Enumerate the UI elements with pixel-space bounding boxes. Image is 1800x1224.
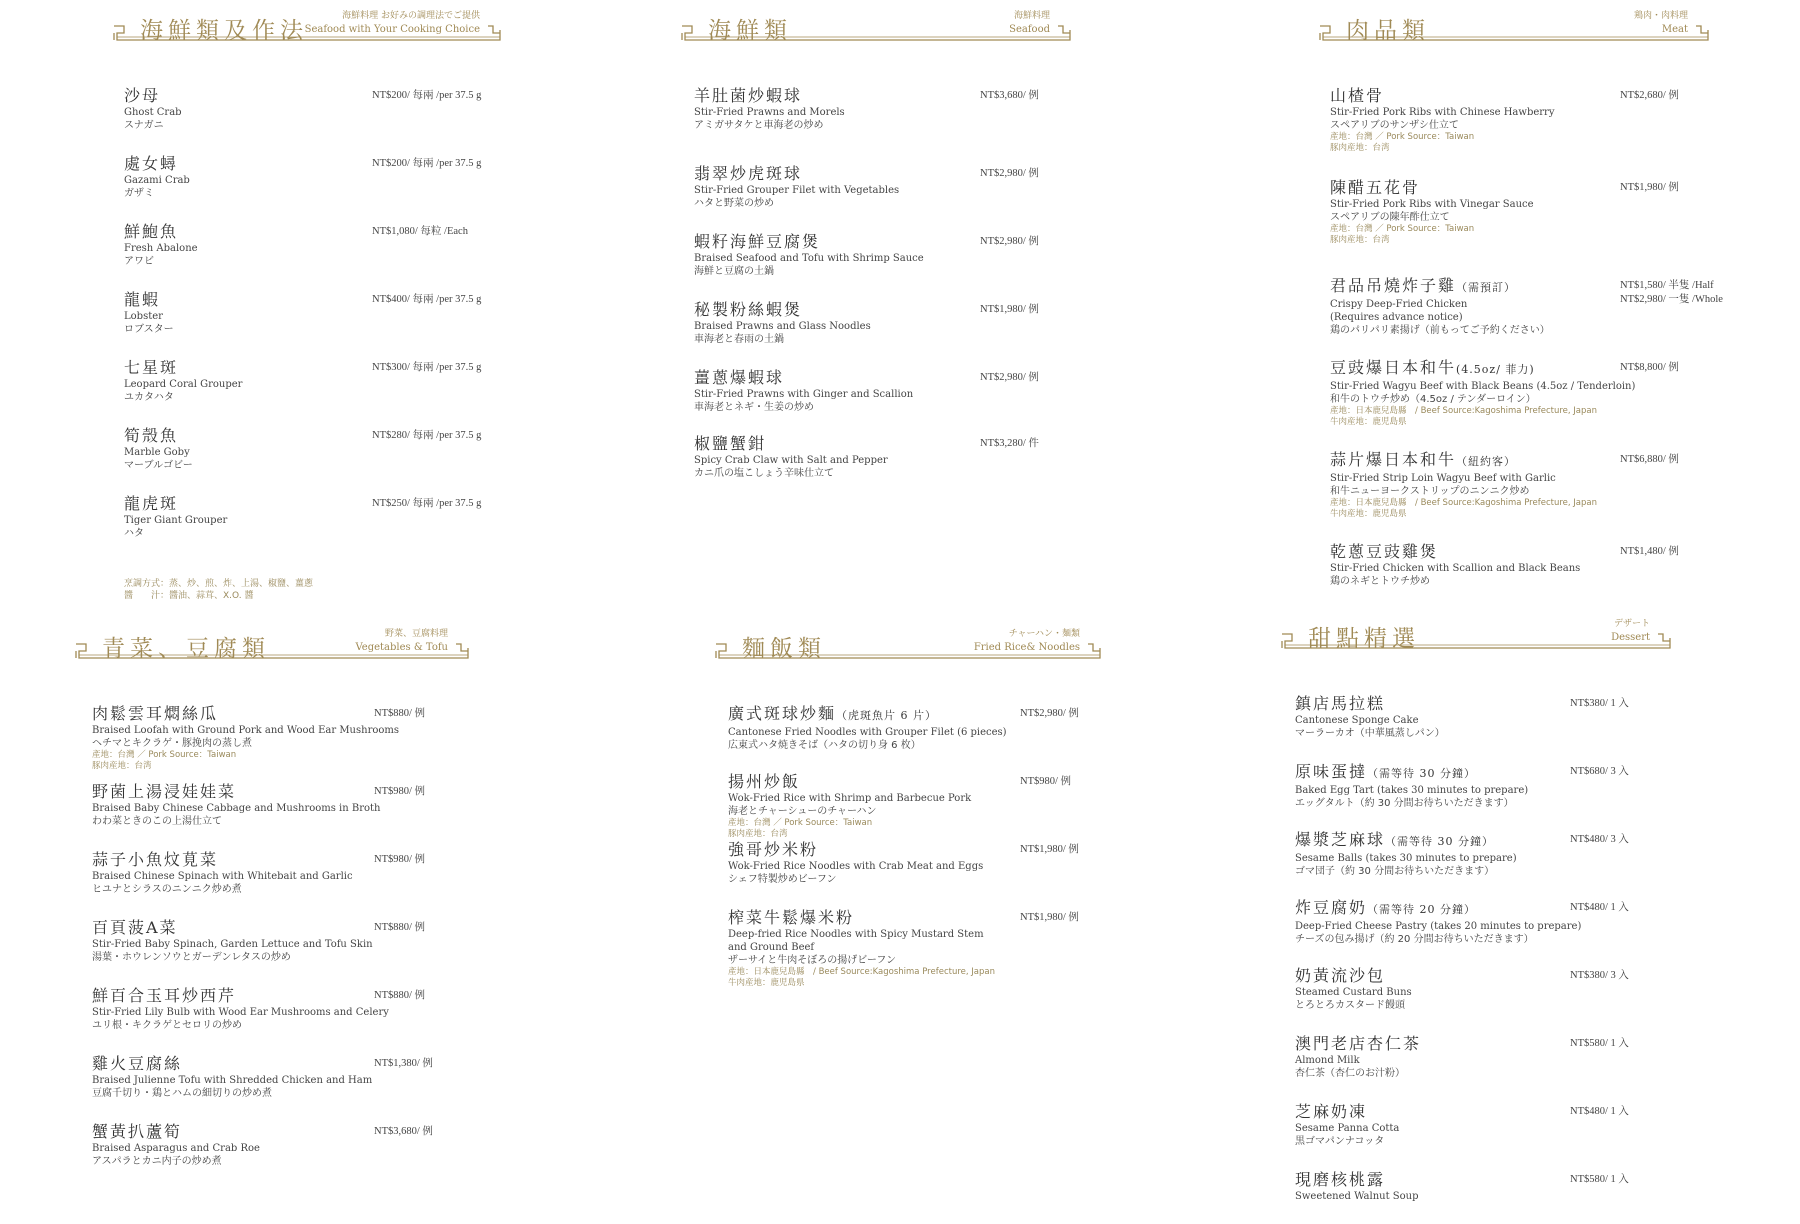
menu-item bbox=[728, 840, 1116, 886]
dish-price bbox=[1020, 775, 1071, 789]
dish-name-zh: 翡翠炒虎斑球 bbox=[694, 164, 803, 183]
dish-name-en: Tiger Giant Grouper bbox=[124, 515, 228, 526]
section-subtitle bbox=[1634, 10, 1688, 36]
dish-price-value: NT$980/ 例 bbox=[374, 786, 426, 797]
dish-price bbox=[374, 1057, 433, 1071]
dish-price bbox=[1570, 833, 1629, 847]
menu-item bbox=[124, 358, 514, 404]
dish-name-en: Leopard Coral Grouper bbox=[124, 379, 243, 390]
dish-name-zh: 榨菜牛鬆爆米粉 bbox=[728, 908, 855, 927]
dish-name-jp: ヒユナとシラスのニンニク炒め煮 bbox=[92, 884, 242, 895]
dish-name-en: Cantonese Fried Noodles with Grouper Filet (6 pieces) bbox=[728, 727, 1007, 738]
dish-origin-jp: 豚肉産地：台湾 bbox=[92, 761, 152, 771]
dish-name-jp: ユカタハタ bbox=[124, 392, 174, 403]
dish-price bbox=[1020, 843, 1079, 857]
dish-name-jp: 車海老と春雨の土鍋 bbox=[694, 334, 784, 345]
dish-price-value: NT$2,980/ 例 bbox=[980, 236, 1039, 247]
menu-item bbox=[1295, 830, 1687, 878]
dish-price-value: NT$400/ 每兩 /per 37.5 g bbox=[372, 294, 482, 305]
dish-price bbox=[1570, 969, 1629, 983]
dish-origin: 產地：台灣 ／ Pork Source：Taiwan bbox=[1330, 224, 1475, 234]
section-subtitle-line-2: Meat bbox=[1661, 24, 1688, 35]
section-header bbox=[74, 624, 470, 664]
dish-name-jp: 湯葉・ホウレンソウとガーデンレタスの炒め bbox=[92, 952, 291, 963]
menu-item bbox=[1295, 762, 1687, 810]
dish-name-en: Cantonese Sponge Cake bbox=[1295, 715, 1419, 726]
menu-item bbox=[1330, 358, 1722, 428]
dish-price-value: NT$2,680/ 例 bbox=[1620, 90, 1679, 101]
dish-price bbox=[1570, 697, 1629, 711]
menu-section-dessert bbox=[1280, 614, 1672, 1214]
menu-section-seafood bbox=[680, 6, 1072, 606]
dish-name-en: Braised Seafood and Tofu with Shrimp Sauce bbox=[694, 253, 924, 264]
dish-name-en: Deep-fried Rice Noodles with Spicy Mustard Stem bbox=[728, 929, 984, 940]
dish-name-en: Stir-Fried Strip Loin Wagyu Beef with Garlic bbox=[1330, 473, 1556, 484]
dish-price bbox=[1620, 453, 1679, 467]
dish-price bbox=[372, 429, 481, 443]
menu-item bbox=[124, 222, 514, 268]
dish-price bbox=[372, 293, 481, 307]
menu-item bbox=[92, 850, 488, 896]
dish-price bbox=[1570, 765, 1629, 779]
dish-price-value: NT$1,980/ 例 bbox=[1620, 182, 1679, 193]
menu-item bbox=[92, 704, 488, 772]
menu-item bbox=[728, 772, 1116, 840]
dish-note: (4.5oz/ 菲力) bbox=[1456, 363, 1535, 376]
dish-price-value: NT$480/ 1 入 bbox=[1570, 1106, 1629, 1117]
dish-name-jp: 黒ゴマパンナコッタ bbox=[1295, 1136, 1385, 1147]
dish-name-zh: 廣式斑球炒麵 bbox=[728, 704, 837, 723]
dish-name-en: Steamed Custard Buns bbox=[1295, 987, 1412, 998]
dish-name-en: Stir-Fried Baby Spinach, Garden Lettuce and Tofu Skin bbox=[92, 939, 373, 950]
dish-origin-jp: 豚肉産地：台湾 bbox=[1330, 143, 1390, 153]
dish-name-jp: とろとろカスタード饅頭 bbox=[1295, 1000, 1405, 1011]
menu-item bbox=[694, 164, 1086, 210]
dish-name-en: Wok-Fried Rice with Shrimp and Barbecue Pork bbox=[728, 793, 972, 804]
dish-name-zh: 椒鹽蟹鉗 bbox=[694, 434, 767, 453]
section-title: 青菜、豆腐類 bbox=[102, 636, 270, 662]
dish-price-value: NT$880/ 例 bbox=[374, 708, 426, 719]
dish-price bbox=[980, 437, 1039, 451]
section-title: 海鮮類 bbox=[708, 18, 792, 44]
dish-name-jp: ガザミ bbox=[124, 188, 154, 199]
dish-name-zh: 七星斑 bbox=[124, 358, 179, 377]
dish-price bbox=[1570, 1105, 1629, 1119]
dish-note: （需等待 20 分鐘） bbox=[1367, 903, 1477, 916]
dish-name-zh: 薑蔥爆蝦球 bbox=[694, 368, 785, 387]
dish-price-value: NT$2,980/ 例 bbox=[980, 168, 1039, 179]
dish-name-en: Baked Egg Tart (takes 30 minutes to prepare) bbox=[1295, 785, 1529, 796]
dish-name-jp: アミガサタケと車海老の炒め bbox=[694, 120, 824, 131]
dish-name-zh: 原味蛋撻 bbox=[1295, 762, 1368, 781]
dish-origin: 產地：日本鹿兒島縣 / Beef Source:Kagoshima Prefecture, Japan bbox=[1330, 498, 1597, 508]
dish-price-value: NT$580/ 1 入 bbox=[1570, 1174, 1629, 1185]
dish-note: （需預訂） bbox=[1456, 281, 1517, 294]
dish-price bbox=[980, 167, 1039, 181]
dish-price bbox=[372, 157, 481, 171]
section-subtitle-line-1: チャーハン・麺類 bbox=[1008, 629, 1080, 639]
dish-origin-jp: 牛肉産地：鹿児島県 bbox=[728, 978, 805, 988]
dish-name-jp: スペアリブのサンザシ仕立て bbox=[1330, 120, 1459, 131]
dish-name-jp: スナガニ bbox=[124, 120, 164, 131]
dish-name-en: Braised Prawns and Glass Noodles bbox=[694, 321, 871, 332]
dish-name-zh: 處女蟳 bbox=[124, 154, 179, 173]
dish-price bbox=[1570, 1037, 1629, 1051]
dish-name-jp: カニ爪の塩こしょう辛味仕立て bbox=[694, 468, 834, 479]
dish-price-value: NT$8,800/ 例 bbox=[1620, 362, 1679, 373]
dish-price bbox=[980, 303, 1039, 317]
dish-name bbox=[92, 986, 488, 1006]
section-subtitle bbox=[1009, 10, 1050, 36]
dish-name-zh: 蒜片爆日本和牛 bbox=[1330, 450, 1457, 469]
menu-item bbox=[1330, 276, 1722, 337]
dish-name-jp: 鶏のネギとトウチ炒め bbox=[1330, 576, 1430, 587]
dish-name-jp: シェフ特製炒めビーフン bbox=[728, 874, 837, 885]
menu-item bbox=[92, 782, 488, 828]
menu-section-vegetables-tofu bbox=[74, 624, 470, 1224]
dish-name-en: Gazami Crab bbox=[124, 175, 190, 186]
dish-name-en: Braised Loofah with Ground Pork and Wood Ear Mushrooms bbox=[92, 725, 400, 736]
menu-item bbox=[1295, 898, 1687, 946]
menu-item bbox=[728, 704, 1116, 752]
dish-price-value: NT$200/ 每兩 /per 37.5 g bbox=[372, 90, 482, 101]
dish-name-jp: チーズの包み揚げ（約 20 分間お待ちいただきます） bbox=[1295, 934, 1534, 945]
section-header bbox=[1280, 614, 1672, 654]
dish-name-jp: スペアリブの陳年酢仕立て bbox=[1330, 212, 1450, 223]
dish-name-jp: 鶏のパリパリ素揚げ（前もってご予約ください） bbox=[1330, 325, 1550, 336]
dish-name-en: Ghost Crab bbox=[124, 107, 182, 118]
dish-name-zh: 鎮店馬拉糕 bbox=[1295, 694, 1386, 713]
dish-price-value: NT$1,980/ 例 bbox=[1020, 912, 1079, 923]
dish-price-value: NT$380/ 1 入 bbox=[1570, 698, 1629, 709]
dish-name-zh: 揚州炒飯 bbox=[728, 772, 801, 791]
dish-name-zh: 百頁菠A菜 bbox=[92, 918, 178, 937]
dish-note: （需等待 30 分鐘） bbox=[1385, 835, 1495, 848]
dish-name-jp: ユリ根・キクラゲとセロリの炒め bbox=[92, 1020, 242, 1031]
dish-name-jp: ゴマ団子（約 30 分間お待ちいただきます） bbox=[1295, 866, 1495, 877]
dish-price-value-2: NT$2,980/ 一隻 /Whole bbox=[1620, 294, 1723, 305]
dish-name-jp: ハタ bbox=[124, 528, 144, 539]
dish-price bbox=[374, 989, 425, 1003]
section-subtitle-line-2: Seafood with Your Cooking Choice bbox=[304, 24, 480, 35]
dish-name-en: Marble Goby bbox=[124, 447, 190, 458]
dish-price bbox=[1620, 279, 1723, 307]
dish-origin: 產地：台灣 ／ Pork Source：Taiwan bbox=[92, 750, 237, 760]
dish-name-en-line-2: and Ground Beef bbox=[728, 942, 815, 953]
dish-name-jp: マーブルゴビー bbox=[124, 460, 193, 471]
dish-name-jp: 広東式ハタ焼きそば（ハタの切り身 6 枚） bbox=[728, 740, 921, 751]
dish-price-value: NT$3,280/ 件 bbox=[980, 438, 1039, 449]
menu-section-meat bbox=[1318, 6, 1723, 606]
dish-name-zh: 龍蝦 bbox=[124, 290, 161, 309]
section-header bbox=[680, 6, 1072, 46]
dish-price bbox=[372, 89, 481, 103]
dish-name-jp: アワビ bbox=[124, 256, 154, 267]
dish-name-en: Stir-Fried Wagyu Beef with Black Beans (4.5oz / Tenderloin) bbox=[1330, 381, 1636, 392]
dish-name-jp: マーラーカオ（中華風蒸しパン） bbox=[1295, 728, 1445, 739]
dish-price bbox=[1020, 707, 1079, 721]
dish-price-value: NT$880/ 例 bbox=[374, 922, 426, 933]
dish-price-value: NT$2,980/ 例 bbox=[1020, 708, 1079, 719]
dish-name-en: Sweetened Walnut Soup bbox=[1295, 1191, 1419, 1202]
dish-price-value: NT$280/ 每兩 /per 37.5 g bbox=[372, 430, 482, 441]
dish-price-value: NT$680/ 3 入 bbox=[1570, 766, 1629, 777]
menu-item bbox=[124, 494, 514, 540]
dish-origin-jp: 牛肉産地：鹿児島県 bbox=[1330, 509, 1407, 519]
menu-item bbox=[1330, 178, 1722, 246]
dish-price-value: NT$480/ 3 入 bbox=[1570, 834, 1629, 845]
dish-price-value: NT$980/ 例 bbox=[374, 854, 426, 865]
dish-price bbox=[1620, 181, 1679, 195]
menu-item bbox=[1295, 1170, 1687, 1203]
dish-price-value: NT$6,880/ 例 bbox=[1620, 454, 1679, 465]
section-subtitle-line-1: 野菜、豆腐料理 bbox=[384, 629, 448, 639]
dish-name-zh: 山楂骨 bbox=[1330, 86, 1385, 105]
dish-price bbox=[1620, 361, 1679, 375]
cooking-methods-line: 烹調方式：蒸、炒、煎、炸、上湯、椒鹽、薑蔥 bbox=[124, 579, 314, 589]
dish-name-en: Stir-Fried Pork Ribs with Chinese Hawberry bbox=[1330, 107, 1555, 118]
dish-name-zh: 奶黃流沙包 bbox=[1295, 966, 1386, 985]
dish-note: （紐約客） bbox=[1456, 455, 1517, 468]
dish-name-jp: 和牛のトウチ炒め（4.5oz / テンダーロイン） bbox=[1330, 394, 1536, 405]
dish-name bbox=[92, 850, 488, 870]
dish-price bbox=[980, 371, 1039, 385]
menu-item bbox=[728, 908, 1116, 989]
dish-name-zh: 野菌上湯浸娃娃菜 bbox=[92, 782, 237, 801]
menu-item bbox=[92, 1122, 488, 1168]
dish-name-jp: ハタと野菜の炒め bbox=[694, 198, 774, 209]
dish-name-zh: 君品吊燒炸子雞 bbox=[1330, 276, 1457, 295]
section-subtitle-line-2: Vegetables & Tofu bbox=[355, 642, 448, 653]
dish-price-value: NT$1,580/ 半隻 /Half bbox=[1620, 280, 1714, 291]
dish-name-jp: 車海老とネギ・生姜の炒め bbox=[694, 402, 814, 413]
menu-item bbox=[124, 86, 514, 132]
dish-price-value: NT$880/ 例 bbox=[374, 990, 426, 1001]
dish-price bbox=[980, 89, 1039, 103]
dish-name-en: Braised Baby Chinese Cabbage and Mushrooms in Broth bbox=[92, 803, 381, 814]
menu-item bbox=[1295, 694, 1687, 740]
dish-name-en: Spicy Crab Claw with Salt and Pepper bbox=[694, 455, 888, 466]
dish-price bbox=[1020, 911, 1079, 925]
dish-price-value: NT$980/ 例 bbox=[1020, 776, 1072, 787]
dish-name-en: Stir-Fried Prawns and Morels bbox=[694, 107, 845, 118]
dish-name-jp: ザーサイと牛肉そぼろの揚げビーフン bbox=[728, 955, 896, 966]
menu-item bbox=[124, 154, 514, 200]
dish-name-zh: 豆豉爆日本和牛 bbox=[1330, 358, 1457, 377]
dish-name-en: Fresh Abalone bbox=[124, 243, 198, 254]
dish-name-jp: アスパラとカニ内子の炒め煮 bbox=[92, 1156, 222, 1167]
dish-price-value: NT$580/ 1 入 bbox=[1570, 1038, 1629, 1049]
dish-name-zh: 秘製粉絲蝦煲 bbox=[694, 300, 803, 319]
menu-item bbox=[1330, 450, 1722, 520]
dish-name-en: Deep-Fried Cheese Pastry (takes 20 minutes to prepare) bbox=[1295, 921, 1582, 932]
dish-name-zh: 龍虎斑 bbox=[124, 494, 179, 513]
dish-name-en: Braised Chinese Spinach with Whitebait and Garlic bbox=[92, 871, 353, 882]
dish-name-en: Braised Julienne Tofu with Shredded Chicken and Ham bbox=[92, 1075, 373, 1086]
dish-origin-jp: 豚肉産地：台湾 bbox=[728, 829, 788, 839]
dish-origin: 產地：台灣 ／ Pork Source：Taiwan bbox=[728, 818, 873, 828]
menu-section-seafood-cooking bbox=[112, 6, 502, 606]
dish-name-en: Braised Asparagus and Crab Roe bbox=[92, 1143, 260, 1154]
menu-item bbox=[124, 426, 514, 472]
section-subtitle-line-2: Fried Rice& Noodles bbox=[973, 642, 1080, 653]
dish-price bbox=[1620, 545, 1679, 559]
menu-item bbox=[124, 290, 514, 336]
menu-item bbox=[1330, 542, 1722, 588]
dish-name-zh: 筍殼魚 bbox=[124, 426, 179, 445]
dish-origin: 產地：台灣 ／ Pork Source：Taiwan bbox=[1330, 132, 1475, 142]
dish-name-zh: 蒜子小魚炆莧菜 bbox=[92, 850, 219, 869]
dish-name bbox=[92, 704, 488, 724]
dish-price-value: NT$300/ 每兩 /per 37.5 g bbox=[372, 362, 482, 373]
section-subtitle bbox=[1611, 618, 1650, 644]
dish-price bbox=[374, 785, 425, 799]
dish-name-en: Almond Milk bbox=[1295, 1055, 1360, 1066]
dish-price-value: NT$1,980/ 例 bbox=[980, 304, 1039, 315]
dish-name-jp: 海鮮と豆腐の土鍋 bbox=[694, 266, 774, 277]
dish-price bbox=[374, 853, 425, 867]
dish-name-jp: 豆腐千切り・鶏とハムの細切りの炒め煮 bbox=[92, 1088, 272, 1099]
section-title: 肉品類 bbox=[1346, 18, 1430, 44]
menu-item bbox=[1295, 1102, 1687, 1148]
menu-item bbox=[92, 986, 488, 1032]
dish-name bbox=[92, 918, 488, 938]
dish-price bbox=[372, 497, 481, 511]
section-subtitle bbox=[356, 628, 449, 654]
dish-price-value: NT$3,680/ 例 bbox=[980, 90, 1039, 101]
dish-price bbox=[980, 235, 1039, 249]
dish-name-en: Lobster bbox=[124, 311, 163, 322]
dish-name-jp: 海老とチャーシューのチャーハン bbox=[728, 806, 877, 817]
dish-name-en: Stir-Fried Pork Ribs with Vinegar Sauce bbox=[1330, 199, 1534, 210]
dish-price bbox=[1570, 1173, 1629, 1187]
section-title: 麵飯類 bbox=[742, 636, 826, 662]
dish-name-jp: ヘチマとキクラゲ・豚挽肉の蒸し煮 bbox=[92, 738, 252, 749]
dish-name-zh: 澳門老店杏仁茶 bbox=[1295, 1034, 1422, 1053]
dish-name-jp: ロブスター bbox=[124, 324, 174, 335]
dish-origin: 產地：日本鹿兒島縣 / Beef Source:Kagoshima Prefecture, Japan bbox=[1330, 406, 1597, 416]
dish-name-zh: 肉鬆雲耳燜絲瓜 bbox=[92, 704, 219, 723]
menu-item bbox=[92, 1054, 488, 1100]
dish-origin-jp: 豚肉産地：台湾 bbox=[1330, 235, 1390, 245]
dish-name-zh: 炸豆腐奶 bbox=[1295, 898, 1368, 917]
dish-name-zh: 羊肚菌炒蝦球 bbox=[694, 86, 803, 105]
dish-name-zh: 爆漿芝麻球 bbox=[1295, 830, 1386, 849]
dish-name-en: Stir-Fried Prawns with Ginger and Scallion bbox=[694, 389, 914, 400]
section-subtitle-line-1: デザート bbox=[1613, 619, 1650, 629]
dish-name-zh: 芝麻奶凍 bbox=[1295, 1102, 1368, 1121]
dish-price-value: NT$1,380/ 例 bbox=[374, 1058, 433, 1069]
dish-name-en: Stir-Fried Lily Bulb with Wood Ear Mushrooms and Celery bbox=[92, 1007, 389, 1018]
dish-name-zh: 鮮百合玉耳炒西芹 bbox=[92, 986, 237, 1005]
dish-name-en: Crispy Deep-Fried Chicken bbox=[1330, 299, 1468, 310]
dish-origin: 產地：日本鹿兒島縣 / Beef Source:Kagoshima Prefecture, Japan bbox=[728, 967, 995, 977]
dish-price bbox=[1570, 901, 1629, 915]
section-subtitle-line-2: Dessert bbox=[1611, 632, 1650, 643]
menu-item bbox=[92, 918, 488, 964]
section-title: 海鮮類及作法 bbox=[140, 18, 308, 44]
dish-name-zh: 強哥炒米粉 bbox=[728, 840, 819, 859]
dish-price bbox=[374, 921, 425, 935]
dish-name-en: Stir-Fried Chicken with Scallion and Black Beans bbox=[1330, 563, 1581, 574]
dish-name-en: Sesame Panna Cotta bbox=[1295, 1123, 1400, 1134]
dish-price-value: NT$200/ 每兩 /per 37.5 g bbox=[372, 158, 482, 169]
section-subtitle-line-1: 鶏肉・肉料理 bbox=[1633, 11, 1688, 21]
dish-name-jp: 杏仁茶（杏仁のお汁粉） bbox=[1295, 1068, 1405, 1079]
dish-name-zh: 乾蔥豆豉雞煲 bbox=[1330, 542, 1439, 561]
section-subtitle-line-1: 海鮮料理 お好みの調理法でご提供 bbox=[342, 11, 480, 21]
dish-name bbox=[92, 782, 488, 802]
dish-note: （虎斑魚片 6 片） bbox=[836, 709, 938, 722]
menu-item bbox=[694, 232, 1086, 278]
section-header bbox=[1318, 6, 1710, 46]
dish-origin-jp: 牛肉産地：鹿児島県 bbox=[1330, 417, 1407, 427]
dish-name-zh: 現磨核桃露 bbox=[1295, 1170, 1386, 1189]
dish-note: （需等待 30 分鐘） bbox=[1367, 767, 1477, 780]
dish-name-zh: 沙母 bbox=[124, 86, 161, 105]
section-subtitle bbox=[974, 628, 1080, 654]
dish-name-zh: 蟹黃扒蘆筍 bbox=[92, 1122, 183, 1141]
dish-price bbox=[374, 1125, 433, 1139]
menu-item bbox=[1295, 1034, 1687, 1080]
dish-price-value: NT$250/ 每兩 /per 37.5 g bbox=[372, 498, 482, 509]
menu-item bbox=[694, 434, 1086, 480]
dish-price-value: NT$380/ 3 入 bbox=[1570, 970, 1629, 981]
menu-section-rice-noodles bbox=[714, 624, 1102, 1224]
dish-name-zh: 雞火豆腐絲 bbox=[92, 1054, 183, 1073]
dish-price bbox=[372, 361, 481, 375]
section-subtitle-line-2: Seafood bbox=[1009, 24, 1050, 35]
section-header bbox=[112, 6, 502, 46]
dish-price bbox=[1620, 89, 1679, 103]
dish-price bbox=[374, 707, 425, 721]
dish-name-jp: 和牛ニューヨークストリップのニンニク炒め bbox=[1330, 486, 1530, 497]
dish-name-zh: 鮮鮑魚 bbox=[124, 222, 179, 241]
dish-name-en: Sesame Balls (takes 30 minutes to prepare) bbox=[1295, 853, 1517, 864]
dish-name-en: Wok-Fried Rice Noodles with Crab Meat and Eggs bbox=[728, 861, 984, 872]
dish-name-zh: 蝦籽海鮮豆腐煲 bbox=[694, 232, 821, 251]
section-title: 甜點精選 bbox=[1308, 626, 1420, 652]
section-header bbox=[714, 624, 1102, 664]
menu-item bbox=[1330, 86, 1722, 154]
section-subtitle bbox=[305, 10, 480, 36]
dish-name-jp: エッグタルト（約 30 分間お待ちいただきます） bbox=[1295, 798, 1514, 809]
sauce-options-line: 醬 汁：醬油、蒜茸、X.O. 醬 bbox=[124, 591, 254, 601]
dish-price-value: NT$2,980/ 例 bbox=[980, 372, 1039, 383]
menu-item bbox=[1295, 966, 1687, 1012]
dish-price bbox=[372, 225, 468, 239]
dish-price-value: NT$1,480/ 例 bbox=[1620, 546, 1679, 557]
dish-price-value: NT$3,680/ 例 bbox=[374, 1126, 433, 1137]
menu-item bbox=[694, 300, 1086, 346]
dish-name-zh: 陳醋五花骨 bbox=[1330, 178, 1421, 197]
section-subtitle-line-1: 海鮮料理 bbox=[1013, 11, 1050, 21]
dish-name-jp: わわ菜ときのこの上湯仕立て bbox=[92, 816, 222, 827]
dish-name-en-line-2: (Requires advance notice) bbox=[1330, 312, 1463, 323]
dish-price-value: NT$1,980/ 例 bbox=[1020, 844, 1079, 855]
menu-item bbox=[694, 368, 1086, 414]
dish-price-value: NT$480/ 1 入 bbox=[1570, 902, 1629, 913]
dish-name-en: Stir-Fried Grouper Filet with Vegetables bbox=[694, 185, 900, 196]
dish-price-value: NT$1,080/ 每粒 /Each bbox=[372, 226, 468, 237]
cooking-methods-note bbox=[124, 578, 313, 602]
menu-item bbox=[694, 86, 1086, 132]
